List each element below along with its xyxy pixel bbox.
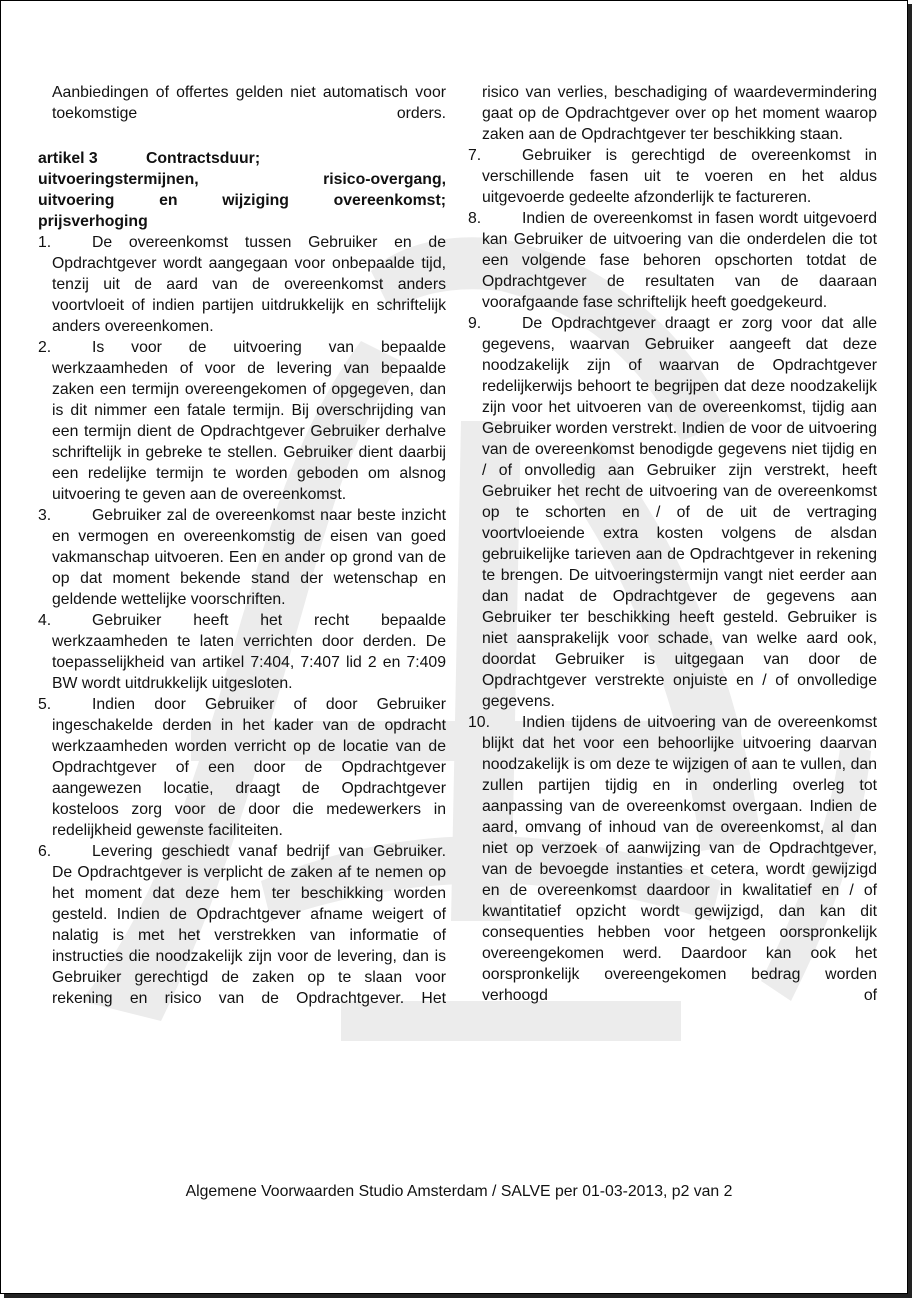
item-number: 4. (38, 612, 52, 629)
list-item (38, 841, 446, 1009)
list-item (38, 694, 446, 841)
item-text: De overeenkomst tussen Gebruiker en de Opdrachtgever wordt aangegaan voor onbepaalde tijd, tenzij uit de aard van de overeenkomst anders voortvloeit of indien partijen uitdrukkelijk en schriftelijk anders overeenkomen. (52, 234, 446, 335)
item-number: 1. (38, 234, 52, 251)
list-item (38, 232, 446, 337)
article-title-line4: prijsverhoging (38, 213, 148, 230)
item-text: risico van verlies, beschadiging of waardevermindering gaat op de Opdrachtgever over op het moment waarop zaken aan de Opdrachtgever ter beschikking staan. (482, 84, 877, 143)
page-footer: Algemene Voorwaarden Studio Amsterdam / SALVE per 01-03-2013, p2 van 2 (185, 1183, 733, 1200)
article-title-line3: uitvoering en wijziging overeenkomst; (38, 192, 446, 209)
item-number: 9. (468, 315, 482, 332)
item-text: De Opdrachtgever draagt er zorg voor dat alle gegevens, waarvan Gebruiker aangeeft dat deze noodzakelijk zijn of waarvan de Opdrachtgever redelijkerwijs behoort te begrijpen dat deze noodzakelijk zijn voor het uitvoeren van de overeenkomst, tijdig aan Gebruiker worden verstrekt. Indien de voor de uitvoering van de overeenkomst benodigde gegevens niet tijdig en / of onvolledig aan Gebruiker zijn verstrekt, heeft Gebruiker het recht de uitvoering van de overeenkomst op te schorten en / of de uit de vertraging voortvloeiende extra kosten volgens de alsdan gebruikelijke tarieven aan de Opdrachtgever in rekening te brengen. De uitvoeringstermijn vangt niet eerder aan dan nadat de Opdrachtgever de gegevens aan Gebruiker ter beschikking heeft gesteld. Gebruiker is niet aansprakelijk voor schade, van welke aard ook, doordat Gebruiker is uitgegaan van door de Opdrachtgever verstrekte onjuiste en / of onvolledige gegevens. (482, 315, 877, 710)
item-text: Levering geschiedt vanaf bedrijf van Gebruiker. De Opdrachtgever is verplicht de zaken af te nemen op het moment dat deze hem ter beschikking worden gesteld. Indien de Opdrachtgever afname weigert of nalatig is met het verstrekken van informatie of instructies die noodzakelijk zijn voor de levering, dan is Gebruiker gerechtigd de zaken op te slaan voor rekening en risico van de Opdrachtgever. Het (52, 843, 446, 1007)
item-text: Indien de overeenkomst in fasen wordt uitgevoerd kan Gebruiker de uitvoering van die onderdelen die tot een volgende fase behoren opschorten totdat de Opdrachtgever de resultaten van de daaraan voorafgaande fase schriftelijk heeft goedgekeurd. (482, 210, 877, 311)
item-number: 6. (38, 843, 52, 860)
right-column (468, 82, 877, 1006)
item-text: Is voor de uitvoering van bepaalde werkzaamheden of voor de levering van bepaalde zaken een termijn overeengekomen of opgegeven, dan is dit nimmer een fatale termijn. Bij overschrijding van een termijn dient de Opdrachtgever Gebruiker derhalve schriftelijk in gebreke te stellen. Gebruiker dient daarbij een redelijke termijn te worden geboden om alsnog uitvoering te geven aan de overeenkomst. (52, 339, 446, 503)
item-text: Gebruiker is gerechtigd de overeenkomst in verschillende fasen uit te voeren en het aldus uitgevoerde gedeelte afzonderlijk te factureren. (482, 147, 877, 206)
item-number: 8. (468, 210, 482, 227)
item-text: Gebruiker heeft het recht bepaalde werkzaamheden te laten verrichten door derden. De toepasselijkheid van artikel 7:404, 7:407 lid 2 en 7:409 BW wordt uitdrukkelijk uitgesloten. (52, 612, 446, 692)
list-item (468, 208, 877, 313)
list-item (38, 337, 446, 505)
list-item (468, 145, 877, 208)
list-item (38, 610, 446, 694)
article-number: artikel 3 (38, 150, 98, 167)
item-number: 2. (38, 339, 52, 356)
item-number: 7. (468, 147, 482, 164)
article-heading (38, 148, 446, 232)
article-title-line2a: uitvoeringstermijnen, (38, 171, 199, 188)
item-text: Indien door Gebruiker of door Gebruiker ingeschakelde derden in het kader van de opdracht werkzaamheden worden verricht op de locatie van de Opdrachtgever of een door de Opdrachtgever aangewezen locatie, draagt de Opdrachtgever kosteloos zorg voor de door die medewerkers in redelijkheid gewenste faciliteiten. (52, 696, 446, 839)
list-item (38, 505, 446, 610)
item-text: Gebruiker zal de overeenkomst naar beste inzicht en vermogen en overeenkomstig de eisen van goed vakmanschap uitvoeren. Een en ander op grond van de op dat moment bekende stand der wetenschap en geldende wettelijke voorschriften. (52, 507, 446, 608)
item-number: 5. (38, 696, 52, 713)
list-item (468, 712, 877, 1006)
item-text: Indien tijdens de uitvoering van de overeenkomst blijkt dat het voor een behoorlijke uitvoering daarvan noodzakelijk is om deze te wijzigen of aan te vullen, dan zullen partijen tijdig en in onderling overleg tot aanpassing van de overeenkomst overgaan. Indien de aard, omvang of inhoud van de overeenkomst, al dan niet op verzoek of aanwijzing van de Opdrachtgever, van de bevoegde instanties et cetera, wordt gewijzigd en de overeenkomst daardoor in kwalitatief en / of kwantitatief opzicht wordt gewijzigd, dan kan dit consequenties hebben voor hetgeen oorspronkelijk overeengekomen werd. Daardoor kan ook het oorspronkelijk overeengekomen bedrag worden verhoogd of (482, 714, 877, 1004)
item-number: 10. (468, 714, 490, 731)
intro-paragraph: Aanbiedingen of offertes gelden niet automatisch voor toekomstige orders. (52, 84, 446, 122)
list-item (468, 313, 877, 712)
article-title-line1: Contractsduur; (146, 150, 261, 167)
list-item-continued (468, 82, 877, 145)
article-title-line2b: risico-overgang, (323, 171, 446, 188)
left-column (38, 82, 446, 1009)
item-number: 3. (38, 507, 52, 524)
